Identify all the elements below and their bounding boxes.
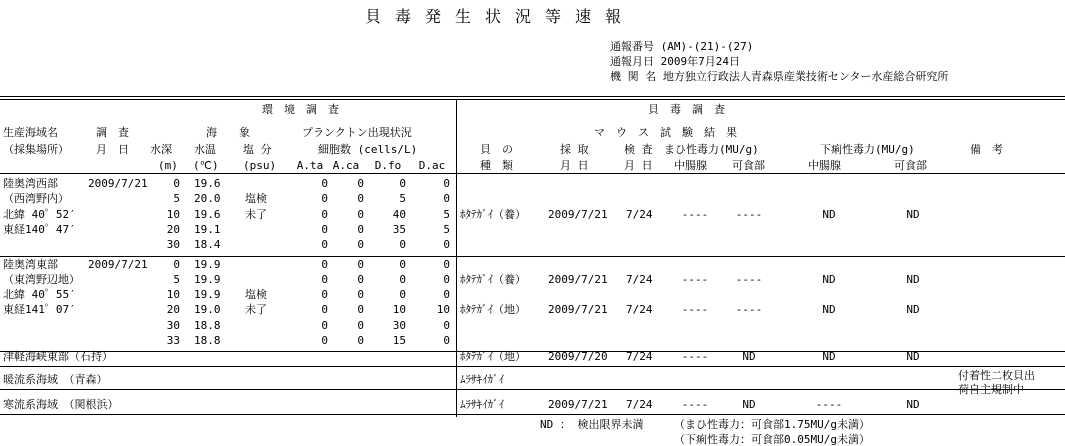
area-name: 陸奥湾東部: [3, 257, 58, 271]
plankton-count: 0: [443, 334, 450, 347]
plankton-count: 0: [443, 177, 450, 190]
shell-type: ﾑﾗｻｷｲｶﾞｲ: [460, 398, 504, 411]
plankton-count: 0: [321, 257, 328, 271]
dsp-header: 下痢性毒力(MU/g): [820, 143, 915, 156]
dsp-edible-value: ND: [906, 350, 920, 363]
dsp-mid-value: ND: [822, 303, 836, 317]
remarks-line-1: 付着性二枚貝出: [958, 369, 1035, 382]
psp-edible-header: 可食部: [732, 159, 765, 172]
survey-date: 2009/7/21: [88, 177, 148, 190]
sample-header: 採 取: [560, 143, 589, 156]
test-date: 7/24: [626, 398, 653, 411]
area-name: 暖流系海域 （青森）: [3, 373, 108, 386]
temp-value: 18.8: [194, 318, 221, 332]
plankton-count: 0: [357, 192, 364, 206]
mouse-test-header: マ ウ ス 試 験 結 果: [594, 126, 737, 139]
plankton-count: 0: [321, 334, 328, 347]
plankton-count: 5: [443, 222, 450, 236]
depth-value: 5: [173, 272, 180, 286]
plankton-count: 0: [321, 272, 328, 286]
dsp-edible-value: ND: [906, 303, 920, 317]
area-header: 生産海域名: [3, 126, 58, 139]
survey-header: 調 査: [96, 126, 129, 139]
test-date: 7/24: [626, 207, 653, 221]
agency-name: 機 関 名 地方独立行政法人青森県産業技術センター水産総合研究所: [610, 70, 949, 83]
plankton-count: 0: [321, 192, 328, 206]
sample-date: 2009/7/21: [548, 207, 608, 221]
area-longitude: 東経141゜07′: [3, 303, 76, 317]
dsp-mid-value: ----: [815, 398, 843, 411]
plankton-count: 0: [357, 222, 364, 236]
area-latitude: 北緯 40゜52′: [3, 207, 76, 221]
row-separator: [0, 389, 1065, 390]
remarks-line-2: 荷自主規制中: [958, 383, 1024, 396]
salinity-value: 未了: [245, 303, 267, 317]
sample-date: 2009/7/21: [548, 303, 608, 317]
temp-header: 水温: [194, 143, 216, 156]
salinity-unit: (psu): [243, 159, 277, 172]
sample-date: 2009/7/20: [548, 350, 608, 363]
area-place: （東湾野辺地）: [3, 272, 80, 286]
plankton-count: 0: [357, 334, 364, 347]
plankton-count: 15: [392, 334, 406, 347]
plankton-count: 5: [399, 192, 406, 206]
psp-edible-value: ND: [742, 398, 756, 411]
area-name: 寒流系海域 （関根浜）: [3, 398, 119, 411]
plankton-count: 0: [321, 238, 328, 252]
temp-value: 20.0: [194, 192, 221, 206]
plankton-count: 10: [392, 303, 406, 317]
plankton-count: 0: [443, 192, 450, 206]
depth-value: 33: [166, 334, 180, 347]
temp-value: 19.6: [194, 207, 221, 221]
plankton-count: 0: [321, 318, 328, 332]
page-title: 貝毒発生状況等速報: [365, 7, 636, 26]
area-name: 陸奥湾西部: [3, 177, 58, 190]
depth-unit: (m): [158, 159, 178, 172]
test-date: 7/24: [626, 303, 653, 317]
dsp-mid-value: ND: [822, 272, 836, 286]
psp-edible-value: ----: [735, 207, 763, 221]
test-date-header: 月 日: [624, 159, 653, 172]
psp-mid-value: ----: [681, 207, 709, 221]
psp-mid-value: ----: [681, 303, 709, 317]
shell-type: ﾑﾗｻｷｲｶﾞｲ: [460, 373, 504, 386]
psp-edible-value: ----: [735, 303, 763, 317]
plankton-col-dfo: D.fo: [374, 159, 402, 172]
plankton-count: 40: [392, 207, 406, 221]
salinity-value: 未了: [245, 207, 267, 221]
plankton-count: 0: [443, 318, 450, 332]
depth-header: 水深: [150, 143, 172, 156]
remarks-header: 備 考: [970, 143, 1003, 156]
dsp-edible-header: 可食部: [894, 159, 927, 172]
cells-header: 細胞数 (cells/L): [318, 143, 418, 156]
psp-edible-value: ND: [742, 350, 756, 363]
plankton-col-dac: D.ac: [418, 159, 446, 172]
row-separator: [0, 366, 1065, 367]
shell-kind-header: 種 類: [480, 159, 513, 172]
plankton-count: 0: [399, 238, 406, 252]
plankton-count: 0: [321, 207, 328, 221]
salinity-header: 塩 分: [243, 143, 272, 156]
plankton-count: 0: [399, 257, 406, 271]
dsp-mid-value: ND: [822, 207, 836, 221]
dsp-edible-value: ND: [906, 398, 920, 411]
row-separator: [0, 414, 1065, 415]
plankton-header: プランクトン出現状況: [302, 126, 412, 139]
depth-value: 10: [166, 288, 180, 302]
salinity-value: 塩検: [245, 288, 267, 302]
test-header: 検 査: [624, 143, 653, 156]
area-latitude: 北緯 40゜55′: [3, 288, 76, 302]
psp-mid-value: ----: [681, 272, 709, 286]
plankton-count: 0: [321, 303, 328, 317]
sample-date: 2009/7/21: [548, 272, 608, 286]
report-date: 通報月日 2009年7月24日: [610, 55, 740, 68]
footnote-nd: ND ： 検出限界未満: [540, 418, 644, 431]
report-number: 通報番号 (AM)-(21)-(27): [610, 40, 754, 53]
plankton-count: 0: [399, 272, 406, 286]
survey-date: 2009/7/21: [88, 257, 148, 271]
place-header: （採集場所）: [3, 143, 69, 156]
toxin-survey-header: 貝 毒 調 査: [648, 103, 725, 116]
psp-mid-value: ----: [681, 398, 709, 411]
test-date: 7/24: [626, 350, 653, 363]
depth-value: 30: [166, 238, 180, 252]
plankton-count: 0: [357, 318, 364, 332]
plankton-col-ata: A.ta: [296, 159, 324, 172]
table-top-rule-2: [0, 99, 1065, 100]
dsp-mid-header: 中腸腺: [808, 159, 841, 172]
shell-type: ﾎﾀﾃｶﾞｲ（養）: [460, 272, 526, 286]
ocean-header: 海 象: [206, 126, 250, 139]
plankton-count: 0: [443, 288, 450, 302]
psp-edible-value: ----: [735, 272, 763, 286]
shell-type: ﾎﾀﾃｶﾞｲ（養）: [460, 207, 526, 221]
header-bottom-rule: [0, 173, 1065, 174]
depth-value: 0: [173, 257, 180, 271]
plankton-count: 0: [321, 177, 328, 190]
area-longitude: 東経140゜47′: [3, 222, 76, 236]
temp-value: 18.8: [194, 334, 221, 347]
footnote-psp: （まひ性毒力：可食部1.75MU/g未満）: [674, 418, 870, 431]
plankton-count: 0: [443, 272, 450, 286]
depth-value: 20: [166, 303, 180, 317]
plankton-count: 0: [357, 207, 364, 221]
section-divider: [456, 99, 457, 417]
plankton-count: 0: [357, 288, 364, 302]
plankton-count: 0: [357, 238, 364, 252]
table-top-rule: [0, 96, 1065, 97]
salinity-value: 塩検: [245, 192, 267, 206]
plankton-col-aca: A.ca: [332, 159, 360, 172]
sample-date: 2009/7/21: [548, 398, 608, 411]
plankton-count: 0: [399, 288, 406, 302]
temp-value: 19.6: [194, 177, 221, 190]
depth-value: 20: [166, 222, 180, 236]
temp-value: 19.9: [194, 288, 221, 302]
sample-date-header: 月 日: [560, 159, 589, 172]
temp-value: 19.9: [194, 272, 221, 286]
plankton-count: 0: [443, 238, 450, 252]
psp-header: まひ性毒力(MU/g): [664, 143, 759, 156]
survey-date-header: 月 日: [96, 143, 129, 156]
plankton-count: 0: [357, 272, 364, 286]
env-survey-header: 環 境 調 査: [262, 103, 339, 116]
footnote-dsp: （下痢性毒力：可食部0.05MU/g未満）: [674, 433, 870, 446]
plankton-count: 0: [321, 288, 328, 302]
dsp-edible-value: ND: [906, 272, 920, 286]
plankton-count: 0: [399, 177, 406, 190]
depth-value: 10: [166, 207, 180, 221]
shell-type: ﾎﾀﾃｶﾞｲ（地）: [460, 303, 526, 317]
temp-unit: (℃): [193, 159, 219, 172]
dsp-mid-value: ND: [822, 350, 836, 363]
temp-value: 19.1: [194, 222, 221, 236]
depth-value: 30: [166, 318, 180, 332]
plankton-count: 35: [392, 222, 406, 236]
area-name: 津軽海峡東部（石持）: [3, 350, 113, 363]
plankton-count: 5: [443, 207, 450, 221]
area-separator: [0, 256, 1065, 257]
depth-value: 0: [173, 177, 180, 190]
psp-mid-value: ----: [681, 350, 709, 363]
temp-value: 19.0: [194, 303, 221, 317]
shell-type: ﾎﾀﾃｶﾞｲ（地）: [460, 350, 526, 363]
plankton-count: 0: [321, 222, 328, 236]
psp-mid-header: 中腸腺: [674, 159, 707, 172]
test-date: 7/24: [626, 272, 653, 286]
temp-value: 19.9: [194, 257, 221, 271]
temp-value: 18.4: [194, 238, 221, 252]
shell-header: 貝 の: [480, 143, 513, 156]
plankton-count: 0: [443, 257, 450, 271]
dsp-edible-value: ND: [906, 207, 920, 221]
plankton-count: 0: [357, 303, 364, 317]
plankton-count: 0: [357, 257, 364, 271]
plankton-count: 0: [357, 177, 364, 190]
area-place: （西湾野内）: [3, 192, 69, 206]
depth-value: 5: [173, 192, 180, 206]
plankton-count: 30: [392, 318, 406, 332]
plankton-count: 10: [436, 303, 450, 317]
